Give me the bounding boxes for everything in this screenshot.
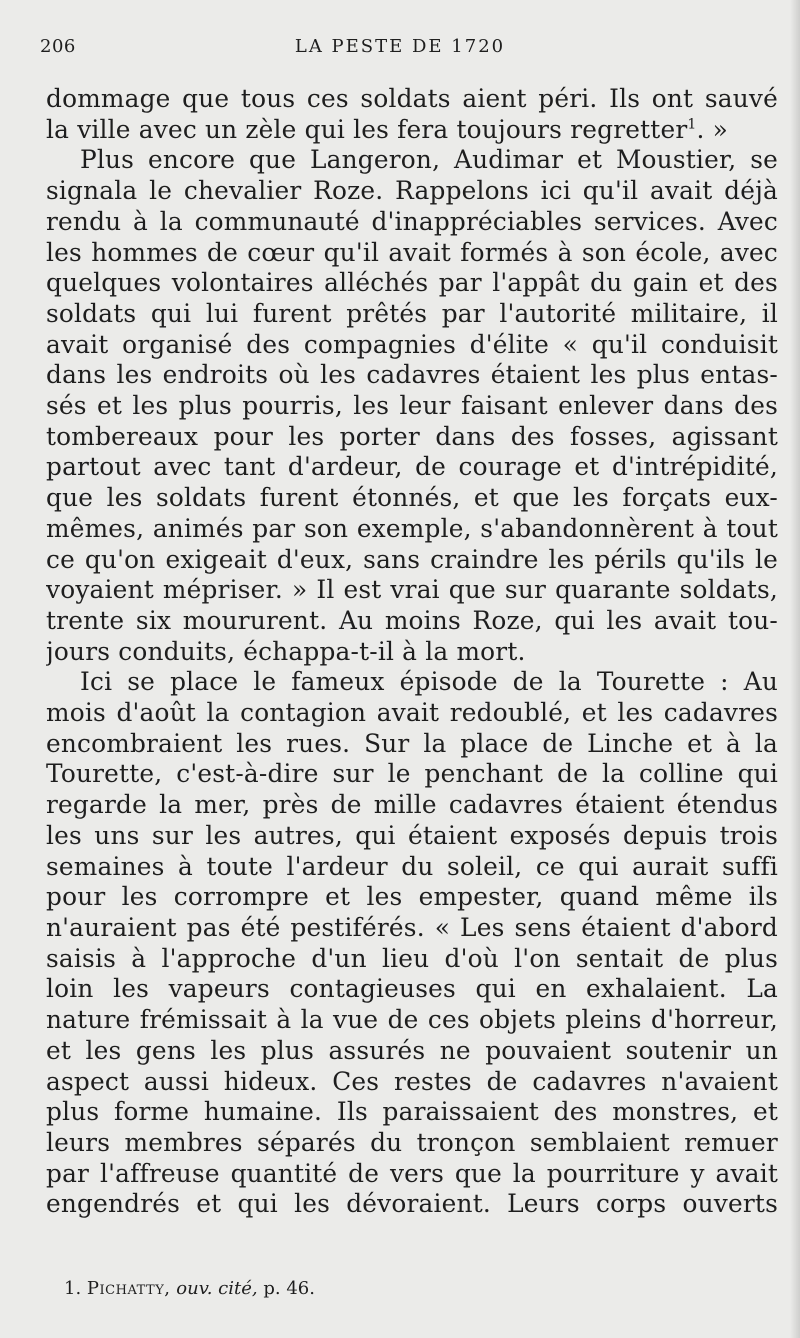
text-line: leurs membres séparés du tronçon semblaient remuer: [46, 1127, 778, 1157]
running-title: LA PESTE DE 1720: [294, 36, 506, 57]
footnote-reference: 1: [687, 116, 697, 133]
text-line: semaines à toute l'ardeur du soleil, ce qui aurait suffi: [46, 851, 778, 881]
text-line: nature frémissait à la vue de ces objets pleins d'horreur,: [46, 1005, 778, 1035]
text-line: saisis à l'approche d'un lieu d'où l'on sentait de plus: [46, 943, 778, 973]
text-line: quelques volontaires alléchés par l'appât du gain et des: [46, 268, 778, 298]
text-line: avait organisé des compagnies d'élite « qu'il conduisit: [46, 329, 778, 359]
text-line: Tourette, c'est-à-dire sur le penchant de la colline qui: [46, 759, 778, 789]
text-line: mêmes, animés par son exemple, s'abandonnèrent à tout: [46, 513, 778, 543]
text-line: sés et les plus pourris, les leur faisant enlever dans des: [46, 391, 778, 421]
page-edge-shadow: [790, 0, 800, 1338]
text-line: aspect aussi hideux. Ces restes de cadavres n'avaient: [46, 1066, 778, 1096]
text-line: [46, 115, 778, 146]
text-line: voyaient mépriser. » Il est vrai que sur quarante soldats,: [46, 575, 778, 605]
text-line: soldats qui lui furent prêtés par l'autorité militaire, il: [46, 298, 778, 328]
text-line: signala le chevalier Roze. Rappelons ici qu'il avait déjà: [46, 176, 778, 206]
text-line: loin les vapeurs contagieuses qui en exhalaient. La: [46, 974, 778, 1004]
text-line: dans les endroits où les cadavres étaient les plus entas-: [46, 360, 778, 390]
text-line: rendu à la communauté d'inappréciables services. Avec: [46, 206, 778, 236]
text-line: partout avec tant d'ardeur, de courage et d'intrépidité,: [46, 452, 778, 482]
text-line: plus forme humaine. Ils paraissaient des monstres, et: [46, 1097, 778, 1127]
text-line: dommage que tous ces soldats aient péri. Ils ont sauvé: [46, 84, 778, 113]
text-line: tombereaux pour les porter dans des fosses, agissant: [46, 421, 778, 451]
text-line: Ici se place le fameux épisode de la Tourette : Au: [80, 667, 778, 697]
text-line: regarde la mer, près de mille cadavres étaient étendus: [46, 790, 778, 820]
text-line: que les soldats furent étonnés, et que les forçats eux-: [46, 483, 778, 513]
page-number: 206: [40, 36, 76, 57]
text-line: ce qu'on exigeait d'eux, sans craindre les périls qu'ils le: [46, 544, 778, 574]
text-line: trente six moururent. Au moins Roze, qui les avait tou-: [46, 605, 778, 635]
text-line: les uns sur les autres, qui étaient exposés depuis trois: [46, 820, 778, 850]
text-line: encombraient les rues. Sur la place de Linche et à la: [46, 728, 778, 758]
text-line: Plus encore que Langeron, Audimar et Moustier, se: [80, 145, 778, 175]
text-line: jours conduits, échappa-t-il à la mort.: [46, 636, 526, 666]
text-line: pour les corrompre et les empester, quand même ils: [46, 882, 778, 912]
text-line-content: la ville avec un zèle qui les fera toujours regretter: [46, 114, 688, 144]
text-line: les hommes de cœur qu'il avait formés à son école, avec: [46, 237, 778, 267]
text-line: n'auraient pas été pestiférés. « Les sens étaient d'abord: [46, 912, 778, 942]
footnote-author: Pichatty,: [86, 1278, 171, 1299]
page-header: [40, 36, 760, 64]
quote-close: . »: [696, 114, 729, 144]
footnote-number: 1.: [64, 1278, 82, 1299]
footnote: [64, 1278, 315, 1300]
text-line: par l'affreuse quantité de vers que la pourriture y avait: [46, 1158, 778, 1188]
text-line: mois d'août la contagion avait redoublé, et les cadavres: [46, 698, 778, 728]
footnote-page: p. 46.: [263, 1278, 315, 1299]
text-line: et les gens les plus assurés ne pouvaient soutenir un: [46, 1035, 778, 1065]
text-line: engendrés et qui les dévoraient. Leurs corps ouverts: [46, 1189, 778, 1219]
body-text: [46, 84, 778, 1220]
footnote-work: ouv. cité,: [176, 1278, 258, 1299]
